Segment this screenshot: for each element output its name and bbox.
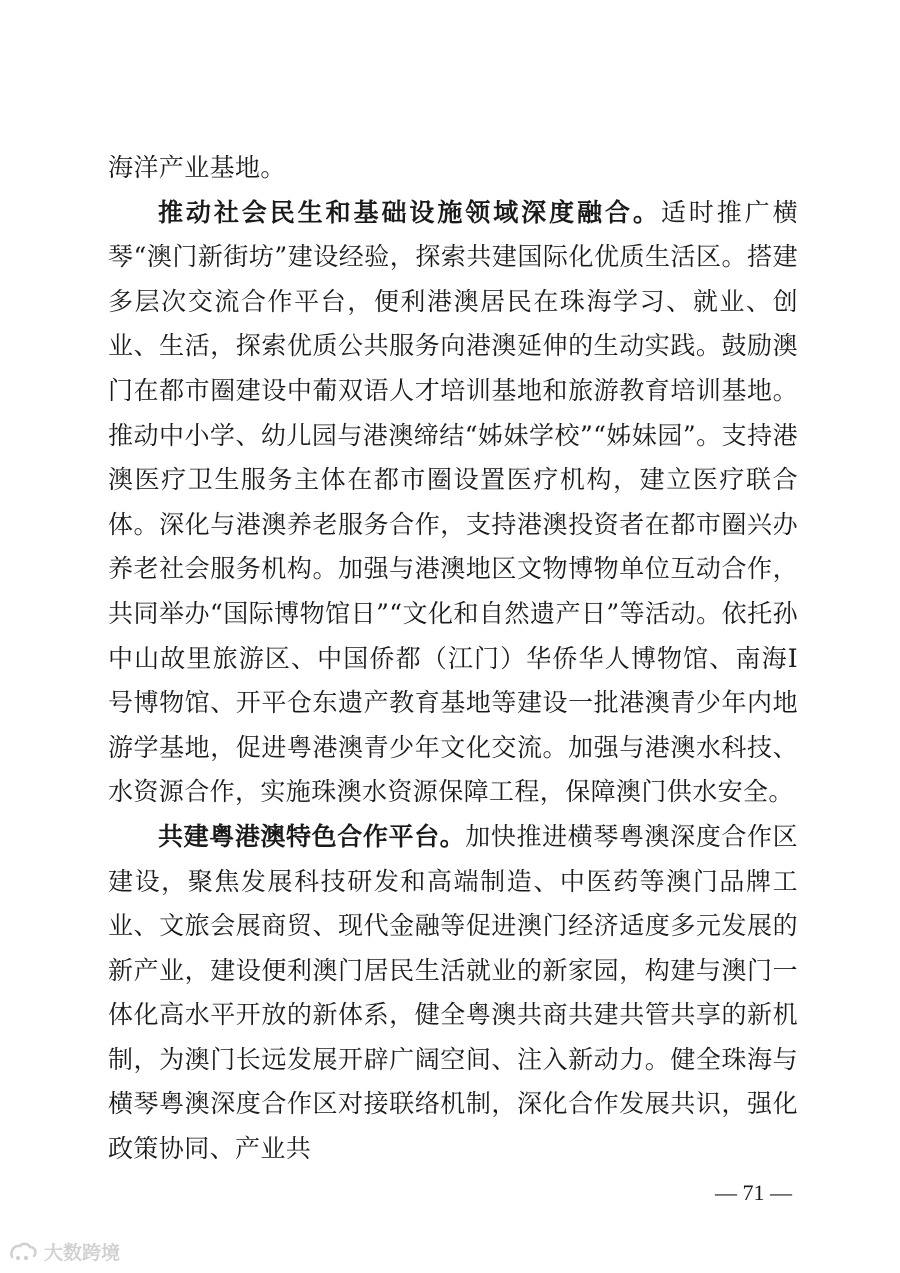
paragraph-heading: 共建粤港澳特色合作平台。 bbox=[158, 821, 466, 851]
paragraph-body: 海洋产业基地。 bbox=[108, 153, 286, 182]
body-text bbox=[108, 146, 798, 1172]
paragraph-cooperation-platform bbox=[108, 815, 798, 1172]
watermark-text: 大数跨境 bbox=[44, 1242, 121, 1264]
paragraph-body: 适时推广横琴“澳门新街坊”建设经验，探索共建国际化优质生活区。搭建多层次交流合作平台，便利港澳居民在珠海学习、就业、创业、生活，探索优质公共服务向港澳延伸的生动实践。鼓励澳门在都市圈建设中葡双语人才培训基地和旅游教育培训基地。推动中小学、幼儿园与港澳缔结“姊妹学校”“姊妹园”。支持港澳医疗卫生服务主体在都市圈设置医疗机构，建立医疗联合体。深化与港澳养老服务合作，支持港澳投资者在都市圈兴办养老社会服务机构。加强与港澳地区文物博物单位互动合作，共同举办“国际博物馆日”“文化和自然遗产日”等活动。依托孙中山故里旅游区、中国侨都（江门）华侨华人博物馆、南海Ⅰ号博物馆、开平仓东遗产教育基地等建设一批港澳青少年内地游学基地，促进粤港澳青少年文化交流。加强与港澳水科技、水资源合作，实施珠澳水资源保障工程，保障澳门供水安全。 bbox=[108, 197, 798, 807]
paragraph-continuation bbox=[108, 146, 798, 191]
watermark bbox=[8, 1238, 120, 1265]
watermark-logo-icon bbox=[8, 1241, 38, 1263]
page-number: — 71 — bbox=[715, 1180, 792, 1205]
paragraph-body: 加快推进横琴粤澳深度合作区建设，聚焦发展科技研发和高端制造、中医药等澳门品牌工业、文旅会展商贸、现代金融等促进澳门经济适度多元发展的新产业，建设便利澳门居民生活就业的新家园，构建与澳门一体化高水平开放的新体系，健全粤澳共商共建共管共享的新机制，为澳门长远发展开辟广阔空间、注入新动力。健全珠海与横琴粤澳深度合作区对接联络机制，深化合作发展共识，强化政策协同、产业共 bbox=[108, 821, 798, 1164]
paragraph-heading: 推动社会民生和基础设施领域深度融合。 bbox=[158, 197, 661, 227]
paragraph-social-livelihood bbox=[108, 191, 798, 815]
